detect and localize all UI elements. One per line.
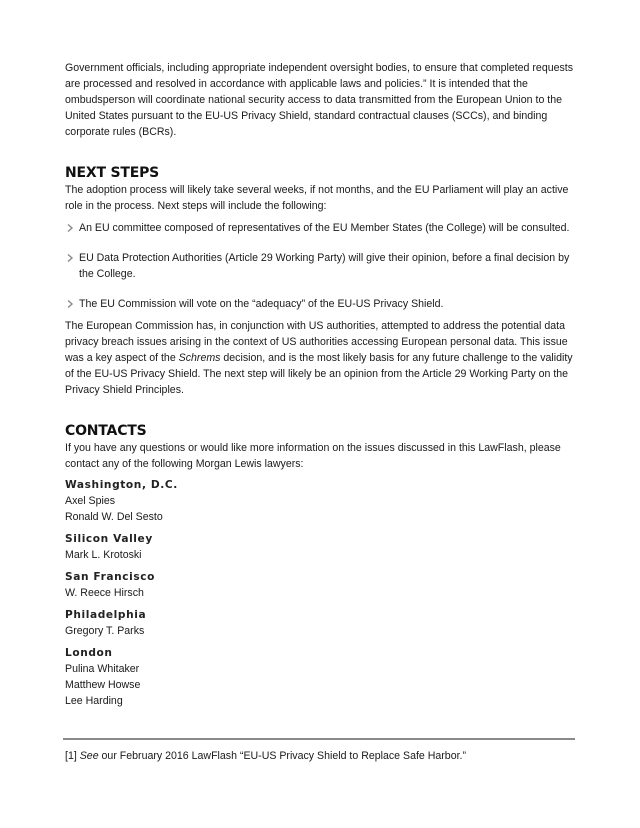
list-item — [65, 250, 577, 282]
footnote-divider — [63, 738, 575, 740]
list-item-text: EU Data Protection Authorities (Article 29 Working Party) will give their opinion, before a final decision by the College. — [79, 252, 570, 280]
office-san-francisco — [65, 570, 577, 601]
office-city: Philadelphia — [65, 609, 147, 621]
intro-paragraph: Government officials, including appropriate independent oversight bodies, to ensure that completed requests are processed and resolved in accordance with applicable laws and policies.” It is intended that the ombudsperson will coordinate national security access to data transmitted from the European Union to the United States pursuant to the EU-US Privacy Shield, standard contractual clauses (SCCs), and binding corporate rules (BCRs). — [65, 62, 574, 138]
contact-name: Mark L. Krotoski — [65, 549, 142, 561]
contacts-heading: CONTACTS — [65, 423, 147, 439]
office-silicon-valley — [65, 532, 577, 563]
contacts-intro: If you have any questions or would like more information on the issues discussed in this LawFlash, please contact any of the following Morgan Lewis lawyers: — [65, 442, 561, 470]
office-washington — [65, 478, 577, 525]
footnote-see: See — [79, 750, 99, 762]
office-city: San Francisco — [65, 571, 156, 583]
list-item-text: The EU Commission will vote on the “adequacy” of the EU-US Privacy Shield. — [79, 298, 444, 310]
contact-name: Pulina Whitaker — [65, 663, 140, 675]
body-text-after: decision, and is the most likely basis for any future challenge to the validity of the EU-US Privacy Shield. The next step will likely be an opinion from the Article 29 Working Party on the Privacy Shield Principles. — [65, 352, 573, 396]
office-philadelphia — [65, 608, 577, 639]
footnote-text[interactable]: our February 2016 LawFlash “EU-US Privacy Shield to Replace Safe Harbor.” — [98, 750, 467, 762]
chevron-right-icon — [65, 299, 75, 309]
office-london — [65, 646, 577, 709]
list-item — [65, 296, 577, 312]
footnote-marker: [1] — [65, 750, 77, 762]
next-steps-list — [65, 220, 577, 312]
body-case-name: Schrems — [178, 352, 221, 364]
list-item — [65, 220, 577, 236]
footnote — [65, 749, 466, 763]
office-city: Washington, D.C. — [65, 479, 178, 491]
body-text-before: The European Commission has, in conjunction with US authorities, attempted to address the potential data privacy breach issues arising in the context of US authorities accessing European personal data. This issue was a key aspect of the — [65, 320, 568, 364]
next-steps-heading: NEXT STEPS — [65, 165, 160, 181]
contact-name: Lee Harding — [65, 695, 123, 707]
list-item-text: An EU committee composed of representatives of the EU Member States (the College) will be consulted. — [79, 222, 570, 234]
contact-name: Matthew Howse — [65, 679, 141, 691]
next-steps-intro: The adoption process will likely take several weeks, if not months, and the EU Parliament will play an active role in the process. Next steps will include the following: — [65, 184, 569, 212]
office-city: London — [65, 647, 113, 659]
contact-name: Ronald W. Del Sesto — [65, 511, 163, 523]
contact-name: Axel Spies — [65, 495, 116, 507]
chevron-right-icon — [65, 253, 75, 263]
next-steps-body — [65, 318, 577, 398]
document-page — [65, 60, 577, 709]
office-city: Silicon Valley — [65, 533, 153, 545]
contact-name: W. Reece Hirsch — [65, 587, 144, 599]
chevron-right-icon — [65, 223, 75, 233]
contact-name: Gregory T. Parks — [65, 625, 145, 637]
